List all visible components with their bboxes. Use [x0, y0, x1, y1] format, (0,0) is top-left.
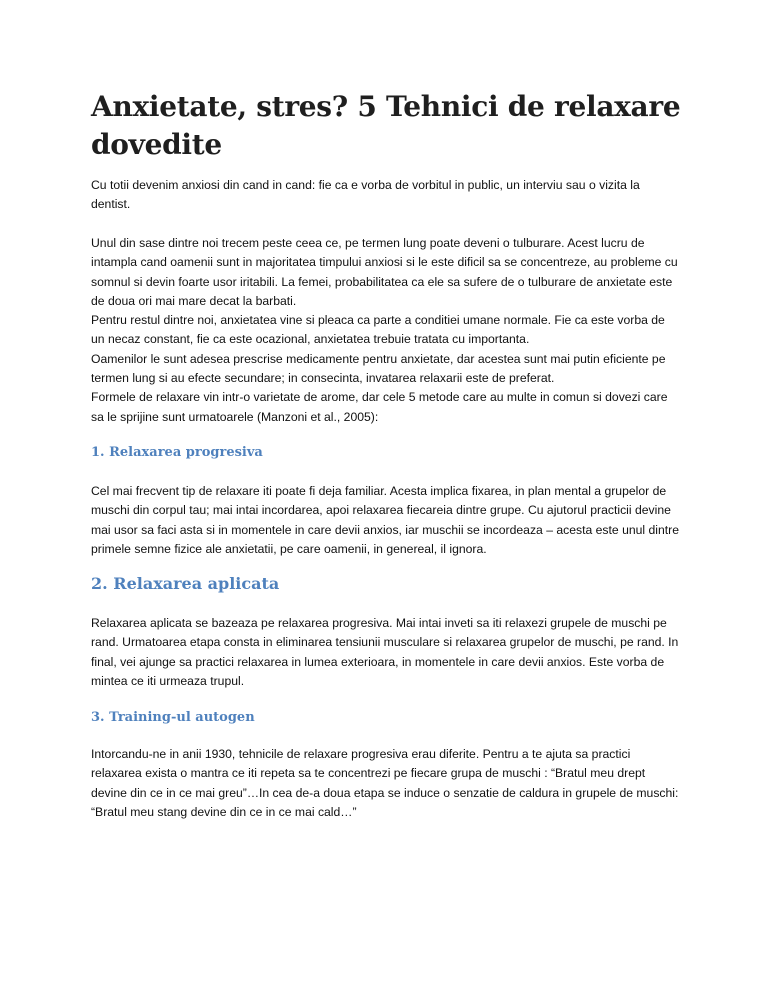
section-heading-2: 2. Relaxarea aplicata [91, 574, 280, 593]
paragraph: Unul din sase dintre noi trecem peste ceea ce, pe termen lung poate deveni o tulburare. Acest lucru de intampla cand oamenii sunt in majoritatea timpului anxiosi si le este dificil sa se concentreze, au probleme cu somnul si devin foarte usor iritabili. La femei, probabilitatea ca ele sa sufere de o tulburare de anxietate este de doua ori mai mare decat la barbati. [91, 236, 678, 308]
intro-paragraph: Cu totii devenim anxiosi din cand in cand: fie ca e vorba de vorbitul in public, un interviu sau o vizita la dentist. [91, 178, 640, 212]
section-text-2: Relaxarea aplicata se bazeaza pe relaxarea progresiva. Mai intai inveti sa iti relaxezi grupele de muschi pe rand. Urmatoarea etapa consta in eliminarea tensiunii musculare si relaxarea grupelor de muschi, pe rand. In final, vei ajunge sa practici relaxarea in lumea exterioara, in momentele in care devii anxios. Este vorba de mintea ce iti urmeaza trupul. [91, 616, 679, 688]
section-text-1: Cel mai frecvent tip de relaxare iti poate fi deja familiar. Acesta implica fixarea, in plan mental a grupelor de muschi din corpul tau; mai intai incordarea, apoi relaxarea fiecareia dintre grupe. Cu ajutorul practicii devine mai usor sa faci asta si in momentele in care devii anxios, iar muschii se incordeaza – acesta este unul dintre primele semne fizice ale anxietatii, pe care oamenii, in genereal, il ignora. [91, 484, 679, 556]
paragraph: Oamenilor le sunt adesea prescrise medicamente pentru anxietate, dar acestea sunt mai putin eficiente pe termen lung si au efecte secundare; in consecinta, invatarea relaxarii este de preferat. [91, 351, 666, 386]
paragraph: Formele de relaxare vin intr-o varietate de arome, dar cele 5 metode care au multe in comun si dovezi care sa le sprijine sunt urmatoarele (Manzoni et al., 2005): [91, 390, 668, 424]
main-body [91, 234, 681, 427]
document-title: Anxietate, stres? 5 Tehnici de relaxare dovedite [91, 90, 681, 161]
paragraph: Pentru restul dintre noi, anxietatea vine si pleaca ca parte a conditiei umane normale. Fie ca este vorba de un necaz constant, fie ca este ocazional, anxietatea trebuie tratata cu importanta. [91, 313, 665, 347]
section-text-3: Intorcandu-ne in anii 1930, tehnicile de relaxare progresiva erau diferite. Pentru a te ajuta sa practici relaxarea exista o mantra ce iti repeta sa te concentrezi pe fiecare grupa de muschi : “Bratul meu drept devine din ce in ce mai greu”…In cea de-a doua etapa se induce o senzatie de caldura in grupele de muschi: “Bratul meu stang devine din ce in ce mai cald…” [91, 747, 679, 819]
section-heading-3: 3. Training-ul autogen [91, 710, 255, 725]
section-heading-1: 1. Relaxarea progresiva [91, 445, 263, 460]
